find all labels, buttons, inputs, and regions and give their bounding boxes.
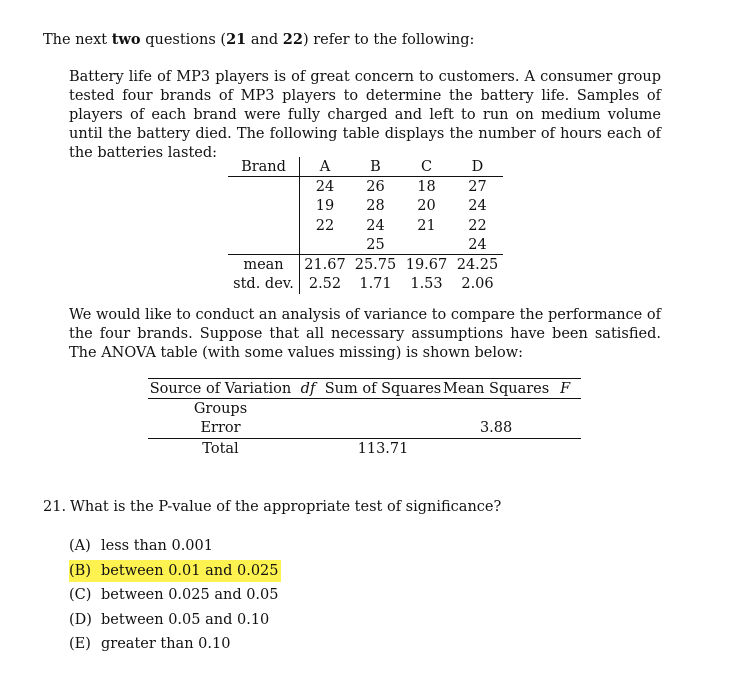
battery-cell: 24 <box>468 236 487 253</box>
battery-table-row <box>228 197 503 216</box>
battery-cell: 19 <box>315 198 335 215</box>
anova-passage: We would like to conduct an analysis of variance to compare the performance of the four brands. Suppose that all necessary assumptions have been satisfied. The ANOVA table (with some values missing) is shown below: <box>69 307 661 361</box>
battery-cell: 26 <box>366 178 385 195</box>
brand-header-c: C <box>401 157 452 177</box>
option-e-body[interactable] <box>69 633 232 655</box>
option-c[interactable] <box>69 584 281 609</box>
row-label-blank <box>228 235 300 255</box>
brand-header-label: Brand <box>228 157 300 177</box>
battery-table <box>228 157 503 294</box>
question-text: What is the P-value of the appropriate test of significance? <box>70 499 502 515</box>
battery-table-row <box>228 216 503 235</box>
anova-row-error <box>148 419 581 439</box>
option-letter: (A) <box>69 538 91 554</box>
sd-cell: 1.71 <box>359 276 392 293</box>
anova-ss: 113.71 <box>323 438 443 458</box>
intro-text-4: ) refer to the following: <box>302 32 475 48</box>
anova-source: Groups <box>193 400 248 417</box>
intro-text-1: The next <box>43 32 112 48</box>
anova-header-source: Source of Variation <box>148 379 293 399</box>
sd-cell: 2.06 <box>461 276 494 293</box>
anova-row-groups <box>148 399 581 419</box>
anova-ms <box>443 399 549 419</box>
mean-cell: 25.75 <box>350 255 401 275</box>
option-text: between 0.025 and 0.05 <box>101 587 279 603</box>
battery-cell: 22 <box>315 217 335 234</box>
brand-header-b: B <box>350 157 401 177</box>
row-label-blank <box>228 177 300 197</box>
sd-cell: 1.53 <box>410 276 443 293</box>
anova-header-ss: Sum of Squares <box>323 379 443 399</box>
anova-source: Total <box>148 438 293 458</box>
battery-passage: Battery life of MP3 players is of great concern to customers. A consumer group tested four brands of MP3 players to determine the battery life. Samples of players of each brand were fully charged and left to run on medium volume until the battery died. The following table displays the number of hours each of the batteries lasted: <box>69 69 661 161</box>
row-label-blank <box>228 197 300 216</box>
battery-table-header <box>228 157 503 177</box>
mean-cell: 19.67 <box>401 255 452 275</box>
anova-header-df: df <box>293 379 323 399</box>
anova-ss <box>323 419 443 439</box>
intro-bold-22: 22 <box>282 31 303 48</box>
anova-ms <box>443 438 549 458</box>
option-a[interactable] <box>69 535 281 560</box>
option-a-body[interactable] <box>69 535 215 557</box>
option-text: between 0.01 and 0.025 <box>101 562 279 579</box>
battery-cell: 24 <box>366 217 385 234</box>
anova-table <box>148 378 581 458</box>
anova-header-f: F <box>549 379 581 399</box>
anova-f <box>549 438 581 458</box>
battery-mean-row <box>228 255 503 275</box>
battery-cell: 18 <box>417 178 436 195</box>
battery-table-row <box>228 235 503 255</box>
brand-header-d: D <box>452 157 503 177</box>
sd-cell: 2.52 <box>308 276 342 293</box>
option-d[interactable] <box>69 609 281 634</box>
battery-cell: 21 <box>417 217 436 234</box>
option-letter: (E) <box>69 636 91 652</box>
option-letter: (D) <box>69 611 92 628</box>
battery-cell: 24 <box>468 198 487 215</box>
sd-label: std. dev. <box>228 275 300 294</box>
option-e[interactable] <box>69 633 281 658</box>
battery-cell: 22 <box>468 217 487 234</box>
intro-bold-21: 21 <box>226 31 247 48</box>
question-21 <box>43 499 501 515</box>
option-b[interactable] <box>69 560 281 585</box>
option-d-body[interactable] <box>69 609 271 631</box>
anova-f <box>549 399 581 419</box>
option-letter: (C) <box>69 587 92 603</box>
row-label-blank <box>228 216 300 235</box>
battery-cell: 28 <box>366 198 385 215</box>
intro-line <box>43 31 474 48</box>
mean-cell: 24.25 <box>452 255 503 275</box>
battery-cell: 25 <box>366 236 385 253</box>
intro-text-3: and <box>246 32 283 48</box>
option-letter: (B) <box>69 562 91 579</box>
mean-label: mean <box>228 255 300 275</box>
option-text: greater than 0.10 <box>101 636 231 652</box>
option-c-body[interactable] <box>69 584 281 606</box>
battery-cell: 24 <box>315 178 335 195</box>
anova-df <box>293 399 323 419</box>
anova-header-ms: Mean Squares <box>443 379 549 399</box>
anova-df <box>293 438 323 458</box>
answer-options <box>69 535 281 658</box>
battery-cell <box>401 235 452 255</box>
anova-row-total <box>148 438 581 458</box>
anova-f <box>549 419 581 439</box>
anova-source: Error <box>200 420 241 437</box>
option-text: less than 0.001 <box>101 538 213 554</box>
option-text: between 0.05 and 0.10 <box>101 611 270 628</box>
mean-cell: 21.67 <box>300 255 351 275</box>
anova-ms: 3.88 <box>479 420 513 437</box>
anova-ss <box>323 399 443 419</box>
anova-header-row <box>148 379 581 399</box>
question-number: 21. <box>43 499 67 515</box>
battery-cell <box>300 235 351 255</box>
battery-cell: 27 <box>468 178 487 195</box>
anova-df <box>293 419 323 439</box>
brand-header-a: A <box>300 157 351 177</box>
intro-text-2: questions ( <box>140 32 227 48</box>
option-b-highlighted[interactable] <box>69 560 281 582</box>
intro-bold-two: two <box>111 31 141 48</box>
battery-cell: 20 <box>417 198 436 215</box>
battery-sd-row <box>228 275 503 294</box>
battery-table-row <box>228 177 503 197</box>
